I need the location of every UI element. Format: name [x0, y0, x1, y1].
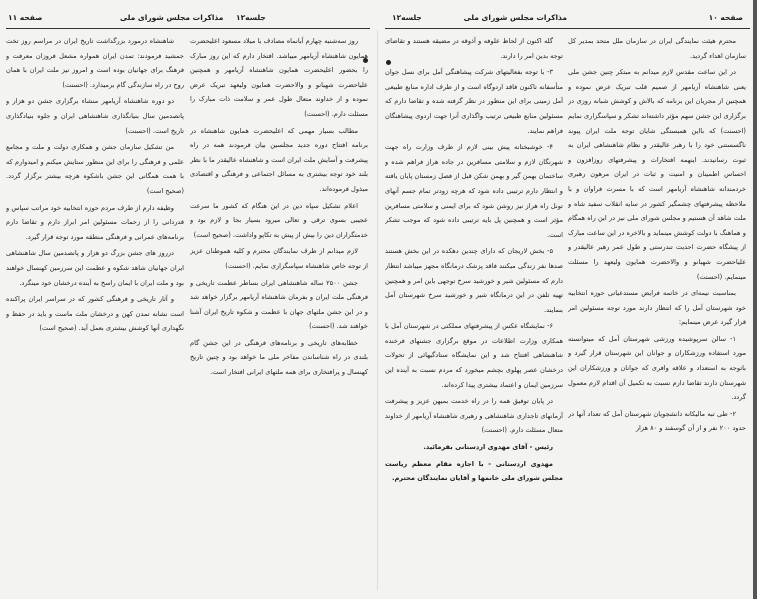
paragraph: در پایان توفیق همه را در راه خدمت بمیهن عزیز و پیشرفت آرمانهای تاجداری شاهنشاهی و رهبری شاهنشاه آریامهر از خداوند متعال مسئلت دارم. (احسنت) — [385, 397, 563, 435]
page-number: صفحه ۱۱ — [8, 13, 43, 22]
speaker-line: مهدوی اردستانی - با اجازه مقام معظم ریاست مجلس شورای ملی خانمها و آقایان نمایندگان محترم. — [385, 459, 563, 483]
column-right-page-left — [385, 34, 563, 594]
paragraph: بمناسبت نیمه‌ای در خاتمه فرایض مستدعیاتی حوزه انتخابیه خود شهرستان آمل را که انتظار دارند مورد توجه مسئولین امر قرار گیرد عرض مینمایم: — [568, 289, 746, 327]
paragraph: ۵- بخش لاریجان که دارای چندین دهکده در این بخش هستند صدها نفر زندگی میکنند فاقد پزشک درمانگاه مجهز میباشد انتظار دارم که مسئولین شیر و خورشید سرخ توجهی باین امر و همچنین تهیه تلفن در این درمانگاه شیر و خورشید سرخ شهرستان آمل بنمایند. — [385, 247, 563, 314]
paragraph: اعلام تشکیل سپاه دین در این هنگام که کشور ما سرعت عجیبی بسوی ترقی و تعالی میرود بسیار بجا و لازم بود و خدمتگزاران دین را بیش از پیش به تکاپو واداشت. (صحیح است) — [190, 201, 368, 239]
paragraph: گله اکنون از لحاظ علوفه و آذوقه در مضیقه هستند و تقاضای توجه بدین امر را دارند. — [385, 37, 563, 60]
paragraph: مطالب بسیار مهمی که اعلیحضرت همایون شاهنشاه در برنامه افتتاح دوره جدید مجلسین بیان فرمودند همه در راه پیشرفت و آسایش ملت ایران است و شاهنشاه عالیقدر ما با نظر بلند خود توجه بیشتری به مسائل اجتماعی و فرهنگی و اقتصادی مبذول فرموده‌اند. — [190, 126, 368, 193]
paragraph: من تشکیل سازمان جشن و همکاری دولت و ملت و مجامع علمی و فرهنگی را برای این منظور ستایش میکنم و امیدوارم که با همت همگانی این جشن باشکوه هرچه بیشتر برگزار گردد. (صحیح است) — [6, 143, 184, 195]
page-number: صفحه ۱۰ — [708, 13, 743, 22]
paragraph: ۲- طی تبه مالیکانه دانشجویان شهرستان آمل که تعداد آنها در حدود ۲۰۰ نفر و از آن گوسفند و ۸۰ هزار — [568, 409, 746, 433]
speaker-line: رئیس - آقای مهدوی اردستانی بفرمائید. — [423, 443, 553, 452]
paragraph: شاهنشاه درمورد بزرگداشت تاریخ ایران در مراسم روز تخت جمشید فرمودند: تمدن ایران همواره مشعل فروزان معرفت و فرهنگ برای جهانیان بوده است و امروز نیز ملت ایران با همان روح در راه سازندگی گام برمیدارد. (احسنت) — [6, 37, 184, 89]
paragraph: ۶- نمایشگاه عکس از پیشرفتهای مملکتی در شهرستان آمل با همکاری وزارت اطلاعات در موقع برگزاری جشنهای فرخنده شاهنشاهی افتتاح شد و این نمایشگاه ستادگیهائی از تحولات درخشان عصر پهلوی بچشم میخورد که مردم نسبت به آینده این سرزمین ایمان و اعتماد بیشتری پیدا کرده‌اند. — [385, 322, 563, 389]
header-rule — [6, 28, 370, 29]
paragraph: روز سه‌شنبه چهارم آبانماه مصادف با میلاد مسعود اعلیحضرت همایون شاهنشاه آریامهر میباشد. افتخار دارم که این روز مبارک را بحضور اعلیحضرت همایون شاهنشاه آریامهر و همچنین علیاحضرت شهبانو و والاحضرت همایون ولیعهد تبریک عرض نموده و از خداوند متعال طول عمر و سلامت ذات مبارک را مسئلت دارم. (احسنت) — [190, 37, 368, 118]
header-rule — [385, 28, 750, 29]
scan-edge — [753, 0, 757, 599]
paragraph: خطابه‌های تاریخی و برنامه‌های فرهنگی در این جشن گام بلندی در راه شناساندن مفاخر ملی ما خواهد بود و چنین تاریخ کهنسال و پرافتخاری برای همه ملتهای ایرانی افتخار است. — [190, 338, 368, 377]
page-title: مذاکرات مجلس شورای ملی — [463, 13, 567, 22]
paragraph: ۱- سالن سرپوشیده ورزشی شهرستان آمل که میتوانسته مورد استفاده ورزشکاران و جوانان این شهرستان قرار گیرد و باتوجه به استعداد و علاقه وافری که جوانان و ورزشکاران این شهرستان دارند تقاضا دارم نسبت به تکمیل آن اقدام لازم معمول گردد. — [568, 334, 746, 402]
paragraph: وظیفه دارم از طرف مردم حوزه انتخابیه خود مراتب سپاس و قدردانی را از زحمات مسئولین امر ابراز دارم و تقاضا دارم برنامه‌های عمرانی و فرهنگی منطقه مورد توجه قرار گیرد. — [6, 203, 184, 241]
paragraph: لازم میدانم از طرف نمایندگان محترم و کلیه هموطنان عزیز از توجه خاص شاهنشاه سپاسگزاری نمایم. (احسنت) — [190, 247, 368, 270]
page-title: مذاکرات مجلس شورای ملی — [120, 13, 224, 22]
paragraph: ۳- با توجه بفعالیتهای شرکت پیشاهنگی آمل برای نسل جوان متأسفانه تاکنون فاقد اردوگاه است و از طرف اداره منابع طبیعی آمل زمینی برای این منظور در نظر گرفته شده و تقاضا دارم که مسئولین منابع طبیعی ترتیب واگذاری آنرا جهت اردوی پیشاهنگان فراهم نمایند. — [385, 68, 563, 135]
paragraph: جشن ۲۵۰۰ ساله شاهنشاهی ایران بساطر عظمت تاریخی و فرهنگی ملت ایران و بفرمان شاهنشاه آریامهر برگزار خواهد شد و در این جشن ملتهای جهان با عظمت و شکوه تاریخ ایران آشنا خواهند شد. (احسنت) — [190, 278, 368, 331]
column-right-page-right — [568, 34, 746, 594]
paragraph: درروز های جشن بزرگ دو هزار و پانصدمین سال شاهنشاهی ایران جهانیان شاهد شکوه و عظمت این سرزمین کهنسال خواهند بود و ملت ایران با ایمان راسخ به آینده درخشان خود مینگرد. — [6, 249, 184, 287]
paragraph: محترم هیئت نمایندگی ایران در سازمان ملل متحد بمدیر کل سازمان اهداء گردید. — [568, 37, 746, 60]
session-label: جلسه۱۲ — [392, 13, 422, 22]
column-left-page-left — [6, 34, 184, 594]
paragraph: در این ساعت مقدس لازم میدانم به مبتکر چنین جشن ملی یعنی شاهنشاه آریامهر از صمیم قلب تبریک عرض نموده و همچنین از مجریان این برنامه که بالاش و کوشش شبانه روزی در برگزاری این جشن سهم مؤثر داشته‌اند تشکر و سپاسگزاری نمایم (احسنت) که بااین همبستگی شایان توجه ملت ایران پیوند ناگسستنی خود را با رهبر عالیقدر و نظام شاهنشاهی ایران به ثبوت رسانیدند. اینهمه افتخارات و پیشرفتهای روزافزون و احساس اطمینان و امنیت و ثبات در ایران مرهون رهبری خردمندانه شاهنشاه آریامهر است که با مسرت فراوان و با ملاحظه پیشرفتهای چشمگیر کشور در سایه انقلاب سفید شاه و ملت شاهد آن هستیم و مجلس شورای ملی نیز در این راه همگام و هماهنگ با دولت کوشش مینماید و بالاخره در این ساعت مبارک از پیشگاه حضرت احدیت تندرستی و طول عمر رهبر عالیقدر و علیاحضرت شهبانو و والاحضرت همایون ولیعهد را مسئلت مینمایم. (احسنت) — [568, 68, 746, 281]
column-left-page-right — [190, 34, 368, 594]
paragraph: دو دوره شاهنشاه آریامهر منشاء برگزاری جشن دو هزار و پانصدمین سال بنیانگذاری شاهنشاهی ایران و جلوه بنیادگذاری تاریخ است. (احسنت) — [6, 97, 184, 135]
page-gutter — [377, 30, 378, 590]
session-label: جلسه۱۲ — [236, 13, 266, 22]
paragraph: ۴- خوشبختانه پیش بینی لازم از طرف وزارت راه جهت شهرنگان لازم و سلامتی مسافرین در جاده هراز فراهم شده و ساختمان بهمن گیر و بهمن شکن قبل از فصل زمستان پایان یافته و انتظار دارم ترتیبی داده شود که هرچه زودتر تمام جسم آنهای تونل راه هراز نیز روشن شود که برای ایمنی و سلامتی مسافرین مؤثر است و همچنین پل بایه ترتیبی داده شود که موجب تشکر است. — [385, 143, 563, 239]
paragraph: و آثار تاریخی و فرهنگی کشور که در سراسر ایران پراکنده است نشانه تمدن کهن و درخشان ملت ماست و باید در حفظ و نگهداری آنها کوشش بیشتری بعمل آید. (صحیح است) — [6, 295, 184, 333]
